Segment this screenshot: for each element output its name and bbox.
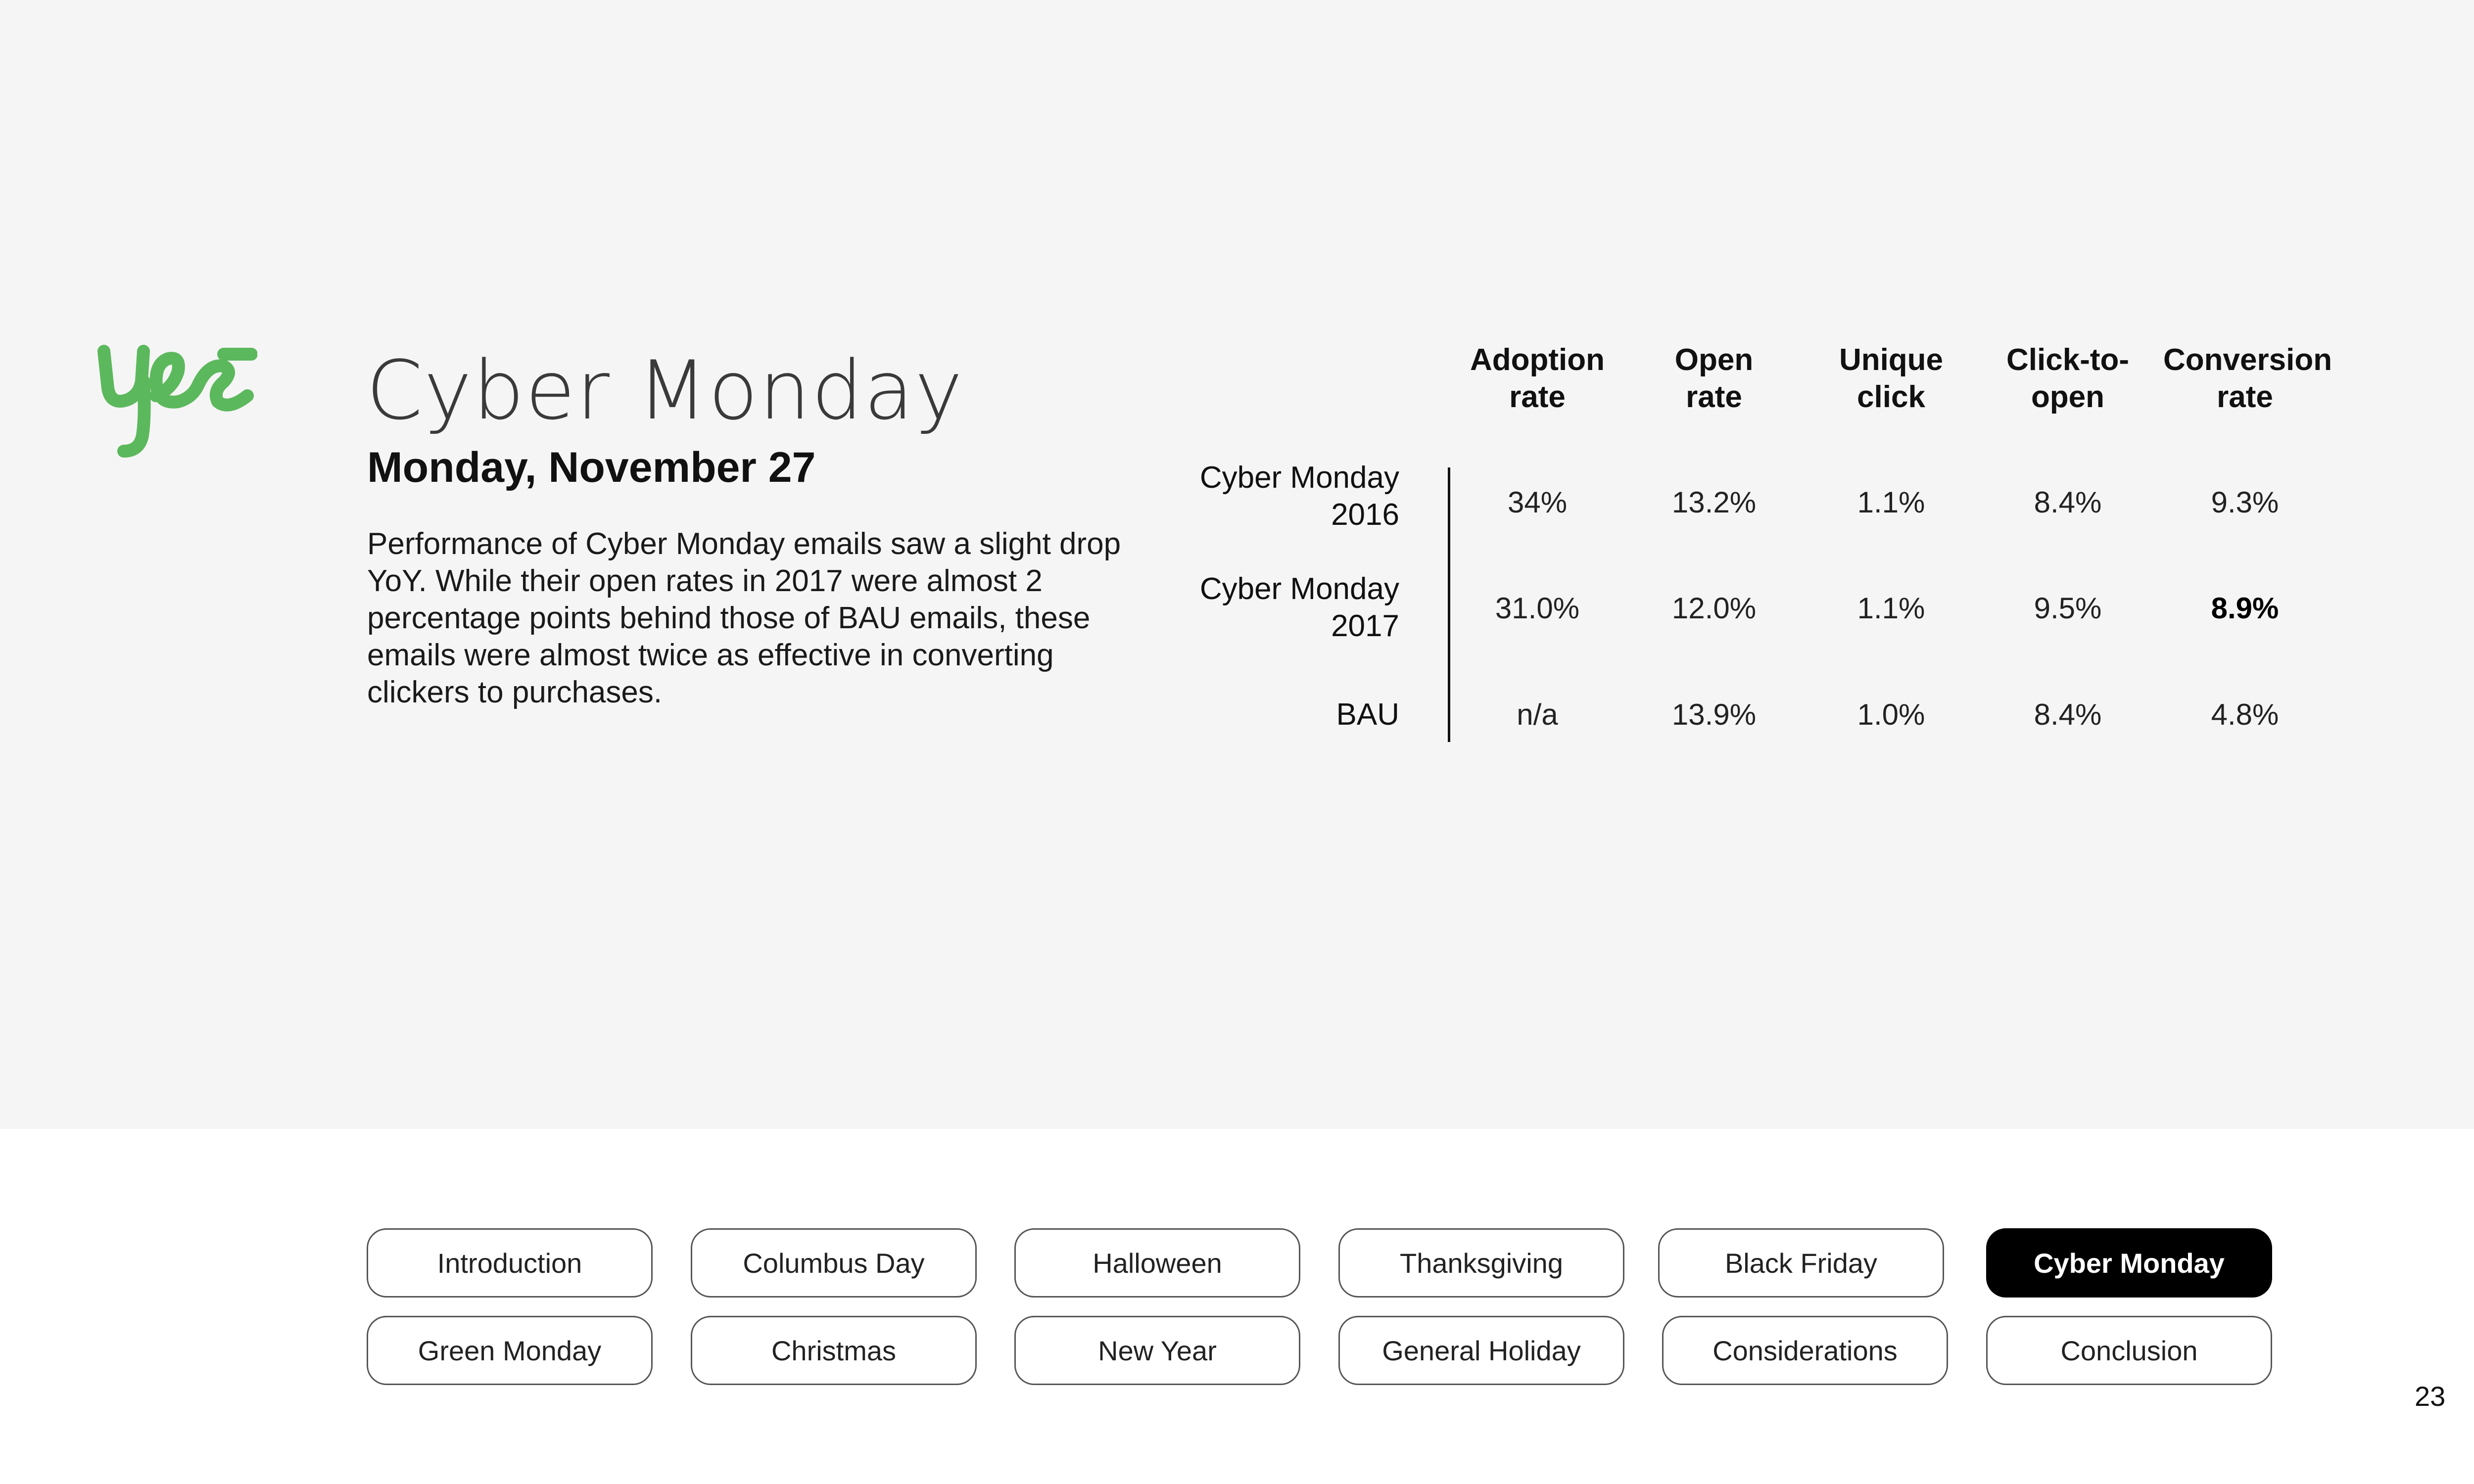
table-cell: n/a [1517, 698, 1558, 731]
row-label-cyber-monday-2016: Cyber Monday 2016 [1199, 461, 1399, 532]
nav-button-conclusion[interactable]: Conclusion [1986, 1316, 2272, 1385]
header-unique-click: Unique click [1839, 343, 1944, 414]
nav-button-black-friday[interactable]: Black Friday [1658, 1228, 1944, 1298]
table-cell: 1.1% [1857, 592, 1925, 625]
nav-button-general-holiday[interactable]: General Holiday [1338, 1316, 1624, 1385]
nav-button-green-monday[interactable]: Green Monday [367, 1316, 653, 1385]
header-adoption-rate: Adoption rate [1470, 343, 1605, 414]
nav-button-thanksgiving[interactable]: Thanksgiving [1338, 1228, 1624, 1298]
table-cell: 12.0% [1671, 592, 1757, 625]
nav-button-cyber-monday-active[interactable]: Cyber Monday [1986, 1228, 2272, 1298]
row-label-bau: BAU [1336, 697, 1399, 732]
nav-button-christmas[interactable]: Christmas [691, 1316, 977, 1385]
table-cell: 8.4% [2034, 698, 2102, 731]
table-cell: 1.0% [1857, 698, 1925, 731]
table-cell-highlighted: 8.9% [2211, 592, 2279, 625]
nav-button-introduction[interactable]: Introduction [367, 1228, 653, 1298]
table-cell: 1.1% [1857, 486, 1925, 519]
nav-button-considerations[interactable]: Considerations [1662, 1316, 1948, 1385]
table-cell: 9.3% [2211, 486, 2279, 519]
header-open-rate: Open rate [1674, 343, 1754, 414]
table-cell: 13.9% [1671, 698, 1757, 731]
table-divider [1448, 467, 1450, 742]
header-conversion-rate: Conversion rate [2163, 343, 2332, 414]
description-paragraph: Performance of Cyber Monday emails saw a slight drop YoY. While their open rates in 2017 were almost 2 percentage points behind those of BAU emails, these emails were almost twice as effective in converting clickers to purchases. [367, 527, 1121, 709]
table-cell: 13.2% [1671, 486, 1757, 519]
row-label-cyber-monday-2017: Cyber Monday 2017 [1199, 572, 1399, 643]
page-title: Cyber Monday [366, 343, 964, 438]
page-number: 23 [2415, 1381, 2446, 1412]
table-cell: 34% [1507, 486, 1568, 519]
page-subtitle-date: Monday, November 27 [367, 444, 816, 491]
table-cell: 31.0% [1495, 592, 1580, 625]
nav-button-new-year[interactable]: New Year [1014, 1316, 1300, 1385]
table-cell: 9.5% [2034, 592, 2102, 625]
table-cell: 4.8% [2211, 698, 2279, 731]
nav-button-halloween[interactable]: Halloween [1014, 1228, 1300, 1298]
nav-button-columbus-day[interactable]: Columbus Day [691, 1228, 977, 1298]
table-cell: 8.4% [2034, 486, 2102, 519]
header-click-to-open: Click-to- open [2006, 343, 2129, 414]
